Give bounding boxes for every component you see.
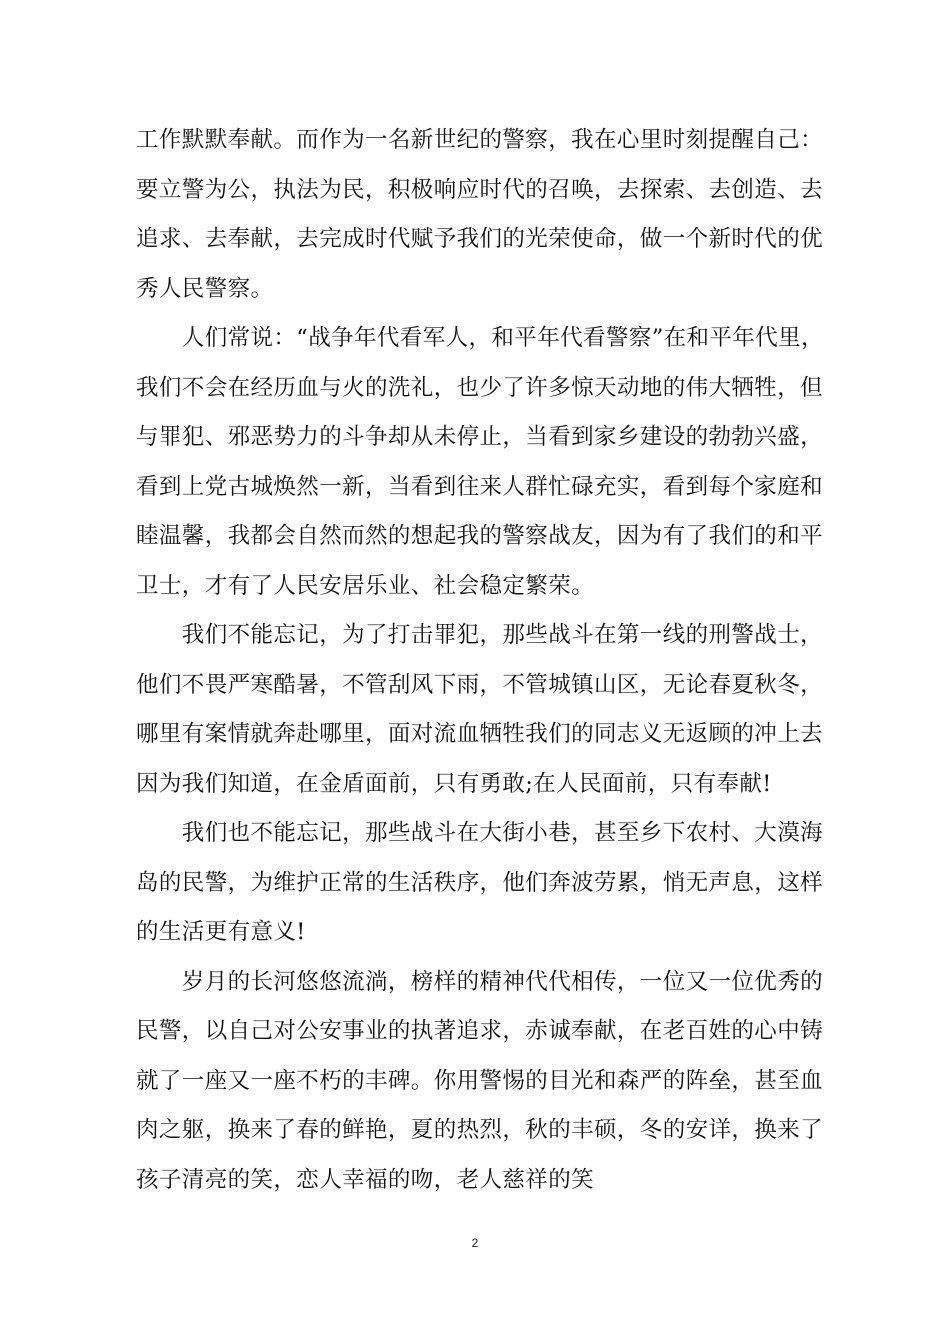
text-line: 因为我们知道，在金盾面前，只有勇敢;在人民面前，只有奉献! xyxy=(136,770,772,797)
text-line: 工作默默奉献。而作为一名新世纪的警察，我在心里时刻提醒自己： xyxy=(136,127,824,153)
text-line: 要立警为公，执法为民，积极响应时代的召唤，去探索、去创造、去 xyxy=(136,176,824,203)
text-line: 哪里有案情就奔赴哪里，面对流血牺牲我们的同志义无返顾的冲上去 xyxy=(136,721,824,747)
body-text xyxy=(136,116,826,1205)
text-line: 睦温馨，我都会自然而然的想起我的警察战友，因为有了我们的和平 xyxy=(136,523,824,549)
text-line: 岁月的长河悠悠流淌，榜样的精神代代相传，一位又一位优秀的 xyxy=(136,968,824,995)
text-line: 他们不畏严寒酷暑，不管刮风下雨，不管城镇山区，无论春夏秋冬， xyxy=(136,671,824,698)
text-line: 看到上党古城焕然一新，当看到往来人群忙碌充实，看到每个家庭和 xyxy=(136,473,824,500)
text-line: 我们不能忘记，为了打击罪犯，那些战斗在第一线的刑警战士， xyxy=(136,622,824,648)
text-line: 民警，以自己对公安事业的执著追求，赤诚奉献，在老百姓的心中铸 xyxy=(136,1018,824,1044)
text-line: 与罪犯、邪恶势力的斗争却从未停止，当看到家乡建设的勃勃兴盛， xyxy=(136,424,824,450)
page-number: 2 xyxy=(471,1236,479,1250)
text-line: 岛的民警，为维护正常的生活秩序，他们奔波劳累，悄无声息，这样 xyxy=(136,869,824,896)
text-line: 孩子清亮的笑，恋人幸福的吻，老人慈祥的笑 xyxy=(136,1166,595,1193)
text-line: 我们不会在经历血与火的洗礼，也少了许多惊天动地的伟大牺牲，但 xyxy=(136,374,824,401)
text-line: 就了一座又一座不朽的丰碑。你用警惕的目光和森严的阵垒，甚至血 xyxy=(136,1067,824,1094)
text-line: 秀人民警察。 xyxy=(136,275,274,302)
text-line: 追求、去奉献，去完成时代赋予我们的光荣使命，做一个新时代的优 xyxy=(136,226,824,252)
text-line: 人们常说：“战争年代看军人，和平年代看警察”在和平年代里， xyxy=(136,325,824,351)
text-line: 我们也不能忘记，那些战斗在大街小巷，甚至乡下农村、大漠海 xyxy=(136,820,824,846)
text-line: 肉之躯，换来了春的鲜艳，夏的热烈，秋的丰硕，冬的安详，换来了 xyxy=(136,1117,824,1143)
text-line: 的生活更有意义! xyxy=(136,919,306,945)
text-line: 卫士，才有了人民安居乐业、社会稳定繁荣。 xyxy=(136,572,595,599)
